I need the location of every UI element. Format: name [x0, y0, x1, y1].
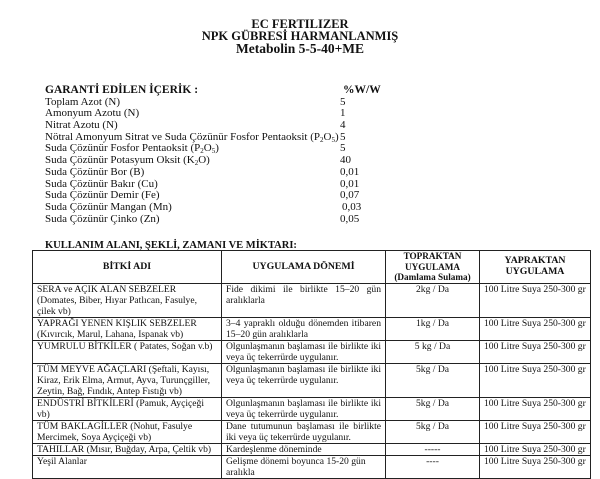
leaf-dose-cell: 100 Litre Suya 250-300 gr: [480, 420, 591, 443]
plant-cell: YUMRULU BİTKİLER ( Patates, Soğan v.b): [33, 340, 222, 363]
column-header-soil: [386, 251, 480, 284]
subscript: 2: [200, 147, 204, 156]
document-title-line2: NPK GÜBRESİ HARMANLANMIŞ: [201, 29, 399, 43]
column-header-leaf: [480, 251, 591, 284]
content-value: 0,01: [340, 177, 360, 190]
soil-dose-cell: ----: [386, 455, 480, 478]
period-cell: Dane tutumunun başlaması ile birlikte iki veya üç tekerrürde uygulanır.: [222, 420, 386, 443]
period-cell: Olgunlaşmanın başlaması ile birlikte iki veya üç tekerrürde uygulanır.: [222, 363, 386, 397]
content-value: 0,01: [340, 165, 360, 178]
leaf-dose-cell: 100 Litre Suya 250-300 gr: [480, 455, 591, 478]
content-name-text: Nötral Amonyum Sitrat ve Suda Çözünür Fosfor Pentaoksit (P: [45, 130, 320, 143]
content-name: Suda Çözünür Çinko (Zn): [45, 212, 160, 225]
content-name: Amonyum Azotu (N): [45, 107, 140, 120]
period-cell: Fide dikimi ile birlikte 15–20 gün aralıklarla: [222, 283, 386, 317]
content-name-text: O: [203, 142, 212, 155]
content-value: 5: [340, 130, 346, 143]
usage-table: [32, 250, 591, 479]
table-row: [33, 283, 591, 317]
document-title-line1: EC FERTILIZER: [251, 17, 349, 31]
content-value: 0,07: [340, 189, 360, 202]
soil-header-line2: UYGULAMA: [404, 261, 461, 272]
soil-header-line1: TOPRAKTAN: [403, 251, 462, 261]
content-name: Nitrat Azotu (N): [45, 119, 118, 132]
plant-cell: Yeşil Alanlar: [33, 455, 222, 478]
content-name-text: Suda Çözünür Potasyum Oksit (K: [45, 154, 195, 167]
period-cell: Olgunlaşmanın başlaması ile birlikte iki veya üç tekerrürde uygulanır.: [222, 397, 386, 420]
leaf-dose-cell: 100 Litre Suya 250-300 gr: [480, 283, 591, 317]
content-name: Suda Çözünür Demir (Fe): [45, 189, 160, 202]
plant-cell: TAHILLAR (Mısır, Buğday, Arpa, Çeltik vb): [33, 443, 222, 455]
table-row: [33, 317, 591, 340]
content-row: [45, 214, 375, 226]
plant-cell: YAPRAĞI YENEN KIŞLIK SEBZELER (Kıvırcık, Marul, Lahana, Ispanak vb): [33, 317, 222, 340]
content-value: 4: [340, 119, 346, 132]
content-value: 0,03: [342, 200, 362, 213]
product-name: Metabolin 5-5-40+ME: [235, 41, 365, 56]
table-row: [33, 420, 591, 443]
column-header-plant: BİTKİ ADI: [33, 251, 222, 284]
content-value: 0,05: [340, 212, 360, 225]
content-name-text: Suda Çözünür Fosfor Pentaoksit (P: [45, 142, 201, 155]
subscript: 2: [319, 135, 324, 144]
subscript: 5: [211, 147, 216, 156]
leaf-dose-cell: 100 Litre Suya 250-300 gr: [480, 340, 591, 363]
usage-table-header: [33, 251, 591, 284]
table-row: [33, 363, 591, 397]
content-value: 40: [340, 154, 351, 167]
soil-dose-cell: 2kg / Da: [386, 283, 480, 317]
period-cell: Gelişme dönemi boyunca 15-20 gün aralıkla: [222, 455, 386, 478]
plant-cell: SERA ve AÇIK ALAN SEBZELER (Domates, Biber, Hıyar Patlıcan, Fasulye, çilek vb): [33, 283, 222, 317]
table-row: [33, 397, 591, 420]
soil-dose-cell: 5 kg / Da: [386, 340, 480, 363]
content-name: Suda Çözünür Bakır (Cu): [45, 177, 158, 190]
content-value: 5: [340, 95, 346, 108]
period-cell: 3–4 yapraklı olduğu dönemden itibaren 15–20 gün aralıklarla: [222, 317, 386, 340]
guaranteed-content-section: [45, 84, 381, 225]
soil-dose-cell: 5kg / Da: [386, 420, 480, 443]
guaranteed-content-heading: GARANTİ EDİLEN İÇERİK :: [45, 84, 199, 96]
leaf-dose-cell: 100 Litre Suya 250-300 gr: [480, 317, 591, 340]
subscript: 5: [331, 135, 335, 144]
period-cell: Kardeşlenme döneminde: [222, 443, 386, 455]
content-name-text: ): [334, 130, 339, 143]
content-value: 1: [340, 107, 346, 120]
leaf-dose-cell: 100 Litre Suya 250-300 gr: [480, 363, 591, 397]
plant-cell: TÜM BAKLAGİLLER (Nohut, Fasulye Mercimek, Soya Ayçiçeği vb): [33, 420, 222, 443]
leaf-dose-cell: 100 Litre Suya 250-300 gr: [480, 443, 591, 455]
usage-section-title: KULLANIM ALANI, ŞEKLİ, ZAMANI VE MİKTARI:: [45, 240, 297, 251]
plant-cell: ENDÜSTRİ BİTKİLERİ (Pamuk, Ayçiçeği vb): [33, 397, 222, 420]
content-name: Suda Çözünür Mangan (Mn): [45, 200, 172, 213]
column-header-period: UYGULAMA DÖNEMİ: [222, 251, 386, 284]
period-cell: Olgunlaşmanın başlaması ile birlikte iki veya üç tekerrürde uygulanır.: [222, 340, 386, 363]
content-value: 5: [340, 142, 346, 155]
content-row: [45, 202, 375, 214]
content-name: Suda Çözünür Bor (B): [45, 165, 145, 178]
unit-heading: %W/W: [343, 84, 381, 96]
content-name-text: O: [323, 130, 332, 143]
soil-dose-cell: 5kg / Da: [386, 397, 480, 420]
guaranteed-content-header: [45, 84, 381, 97]
soil-header-line3: (Damlama Sulama): [394, 272, 471, 282]
leaf-dose-cell: 100 Litre Suya 250-300 gr: [480, 397, 591, 420]
soil-dose-cell: 1kg / Da: [386, 317, 480, 340]
subscript: 2: [194, 159, 199, 168]
leaf-header-line2: UYGULAMA: [505, 265, 565, 277]
content-name-text: ): [215, 142, 219, 155]
content-name-text: O): [198, 154, 210, 167]
table-row: [33, 455, 591, 478]
content-name: Toplam Azot (N): [45, 95, 120, 108]
soil-dose-cell: 5kg / Da: [386, 363, 480, 397]
table-row: [33, 340, 591, 363]
soil-dose-cell: -----: [386, 443, 480, 455]
leaf-header-line1: YAPRAKTAN: [504, 255, 566, 267]
plant-cell: TÜM MEYVE AĞAÇLARI (Şeftali, Kayısı, Kiraz, Erik Elma, Armut, Ayva, Turunçgiller, Zeytin, Bağ, Fındık, Antep Fıstığı vb): [33, 363, 222, 397]
content-row: [45, 167, 375, 179]
table-row: [33, 443, 591, 455]
